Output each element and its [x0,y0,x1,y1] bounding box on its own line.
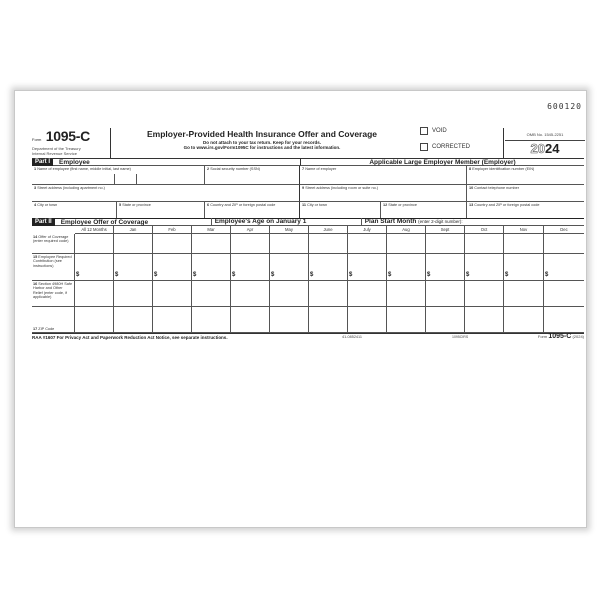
safe-harbor-cell-apr[interactable] [231,281,270,307]
offer-cell-sep[interactable] [426,234,465,254]
field-employee-street[interactable]: 3 Street address (including apartment no.) [32,185,300,202]
safe-harbor-cell-nov[interactable] [504,281,544,307]
part1-employee-bar [32,158,300,166]
safe-harbor-cell-sep[interactable] [426,281,465,307]
offer-cell-aug[interactable] [387,234,426,254]
row-label-16: 16 Section 4980H Safe Harbor and Other Relief (enter code, if applicable) [32,281,75,307]
contribution-cell-jul[interactable]: $ [348,254,387,281]
month-header: Oct [465,226,504,234]
field-employer-city[interactable]: 11 City or town [300,202,381,219]
field-employer-name[interactable]: 7 Name of employer [300,166,467,185]
footer-form-name: Form 1095-C (2024) [537,333,584,340]
safe-harbor-cell-all12[interactable] [75,281,114,307]
instruction-1: Do not attach to your tax return. Keep for your records. [202,140,322,145]
part1-tag: Part I [32,159,53,166]
zip-cell-feb[interactable] [153,307,192,333]
name-divider [114,174,115,185]
safe-harbor-cell-jul[interactable] [348,281,387,307]
irs-code: 1095CIRS [452,335,469,339]
zip-cell-jul[interactable] [348,307,387,333]
zip-cell-nov[interactable] [504,307,544,333]
contribution-cell-jan[interactable]: $ [114,254,153,281]
privacy-notice: RAA #1607 For Privacy Act and Paperwork Reduction Act Notice, see separate instructions. [32,335,228,340]
month-header: Feb [153,226,192,234]
catalog-number: 41-0852411 [342,335,362,339]
contribution-cell-all12[interactable]: $ [75,254,114,281]
tax-year: 2024 [530,141,560,156]
contribution-cell-oct[interactable]: $ [465,254,504,281]
employee-heading: Employee [59,158,90,166]
month-header: June [309,226,348,234]
page-code: 600120 [547,102,582,111]
omb-number: OMB No. 1545-2251 [526,132,564,137]
month-header: Jan [114,226,153,234]
row-label-17: 17 ZIP Code [32,307,75,333]
divider [110,128,111,158]
month-header: Aug [387,226,426,234]
checkbox-icon[interactable] [420,143,428,151]
contribution-cell-jun[interactable]: $ [309,254,348,281]
safe-harbor-cell-jan[interactable] [114,281,153,307]
field-employee-zip[interactable]: 6 Country and ZIP or foreign postal code [205,202,300,219]
zip-cell-jun[interactable] [309,307,348,333]
safe-harbor-cell-oct[interactable] [465,281,504,307]
month-header: Nov [504,226,544,234]
part2-tag: Part II [32,219,55,226]
form-header [32,128,584,158]
contribution-cell-sep[interactable]: $ [426,254,465,281]
safe-harbor-cell-jun[interactable] [309,281,348,307]
contribution-cell-nov[interactable]: $ [504,254,544,281]
status-checkboxes [420,123,500,155]
contribution-cell-apr[interactable]: $ [231,254,270,281]
part2-title: Employee Offer of Coverage [60,218,149,226]
part1-employer-bar [300,158,584,166]
month-header: Mar [192,226,231,234]
field-employee-city[interactable]: 4 City or town [32,202,117,219]
month-header: Dec [544,226,584,234]
offer-cell-jun[interactable] [309,234,348,254]
offer-cell-feb[interactable] [153,234,192,254]
form-number: 1095-C [45,128,90,144]
contribution-cell-aug[interactable]: $ [387,254,426,281]
offer-cell-mar[interactable] [192,234,231,254]
offer-cell-jul[interactable] [348,234,387,254]
form-id-block [32,128,107,158]
divider [503,128,504,158]
offer-cell-oct[interactable] [465,234,504,254]
month-header: All 12 Months [75,226,114,234]
zip-cell-oct[interactable] [465,307,504,333]
age-label[interactable]: Employee's Age on January 1 [211,218,361,226]
row-label-14: 14 Offer of Coverage (enter required code) [32,234,75,254]
field-employer-state[interactable]: 12 State or province [381,202,467,219]
offer-cell-all12[interactable] [75,234,114,254]
plan-start-label[interactable]: Plan Start Month (enter 2-digit number): [361,218,463,226]
zip-cell-all12[interactable] [75,307,114,333]
contribution-cell-mar[interactable]: $ [192,254,231,281]
part2-bar [32,218,584,226]
field-contact-phone[interactable]: 10 Contact telephone number [467,185,584,202]
corrected-checkbox[interactable]: CORRECTED [420,139,500,155]
safe-harbor-cell-feb[interactable] [153,281,192,307]
agency: Internal Revenue Service [32,151,77,156]
offer-cell-dec[interactable] [544,234,584,254]
month-header: July [348,226,387,234]
month-header: Apr [231,226,270,234]
instruction-2: Go to www.irs.gov/Form1095C for instructions and the latest information. [183,145,341,150]
name-divider [136,174,137,185]
safe-harbor-cell-dec[interactable] [544,281,584,307]
checkbox-icon[interactable] [420,127,428,135]
zip-cell-jan[interactable] [114,307,153,333]
row-label-15: 15 Employee Required Contribution (see instructions) [32,254,75,281]
safe-harbor-cell-mar[interactable] [192,281,231,307]
form-label: Form [32,137,42,142]
zip-cell-may[interactable] [270,307,309,333]
offer-cell-nov[interactable] [504,234,544,254]
form-title: Employer-Provided Health Insurance Offer and Coverage [146,129,378,139]
field-employer-zip[interactable]: 13 Country and ZIP or foreign postal code [467,202,584,219]
employer-heading: Applicable Large Employer Member (Employer) [369,158,516,166]
zip-cell-aug[interactable] [387,307,426,333]
field-ein[interactable]: 8 Employer identification number (EIN) [467,166,584,185]
offer-cell-apr[interactable] [231,234,270,254]
field-ssn[interactable]: 2 Social security number (SSN) [205,166,300,185]
title-block [112,129,412,150]
form-footer [32,333,584,342]
safe-harbor-cell-aug[interactable] [387,281,426,307]
safe-harbor-cell-may[interactable] [270,281,309,307]
offer-cell-may[interactable] [270,234,309,254]
zip-cell-apr[interactable] [231,307,270,333]
field-employee-state[interactable]: 5 State or province [117,202,205,219]
zip-cell-sep[interactable] [426,307,465,333]
field-employee-name[interactable]: 1 Name of employee (first name, middle initial, last name) [32,166,205,185]
offer-cell-jan[interactable] [114,234,153,254]
void-checkbox[interactable]: VOID [420,123,500,139]
contribution-cell-may[interactable]: $ [270,254,309,281]
field-employer-street[interactable]: 9 Street address (including room or suite no.) [300,185,467,202]
department: Department of the Treasury [32,146,81,151]
contribution-cell-dec[interactable]: $ [544,254,584,281]
zip-cell-mar[interactable] [192,307,231,333]
month-header: Sept [426,226,465,234]
month-header: May [270,226,309,234]
contribution-cell-feb[interactable]: $ [153,254,192,281]
zip-cell-dec[interactable] [544,307,584,333]
